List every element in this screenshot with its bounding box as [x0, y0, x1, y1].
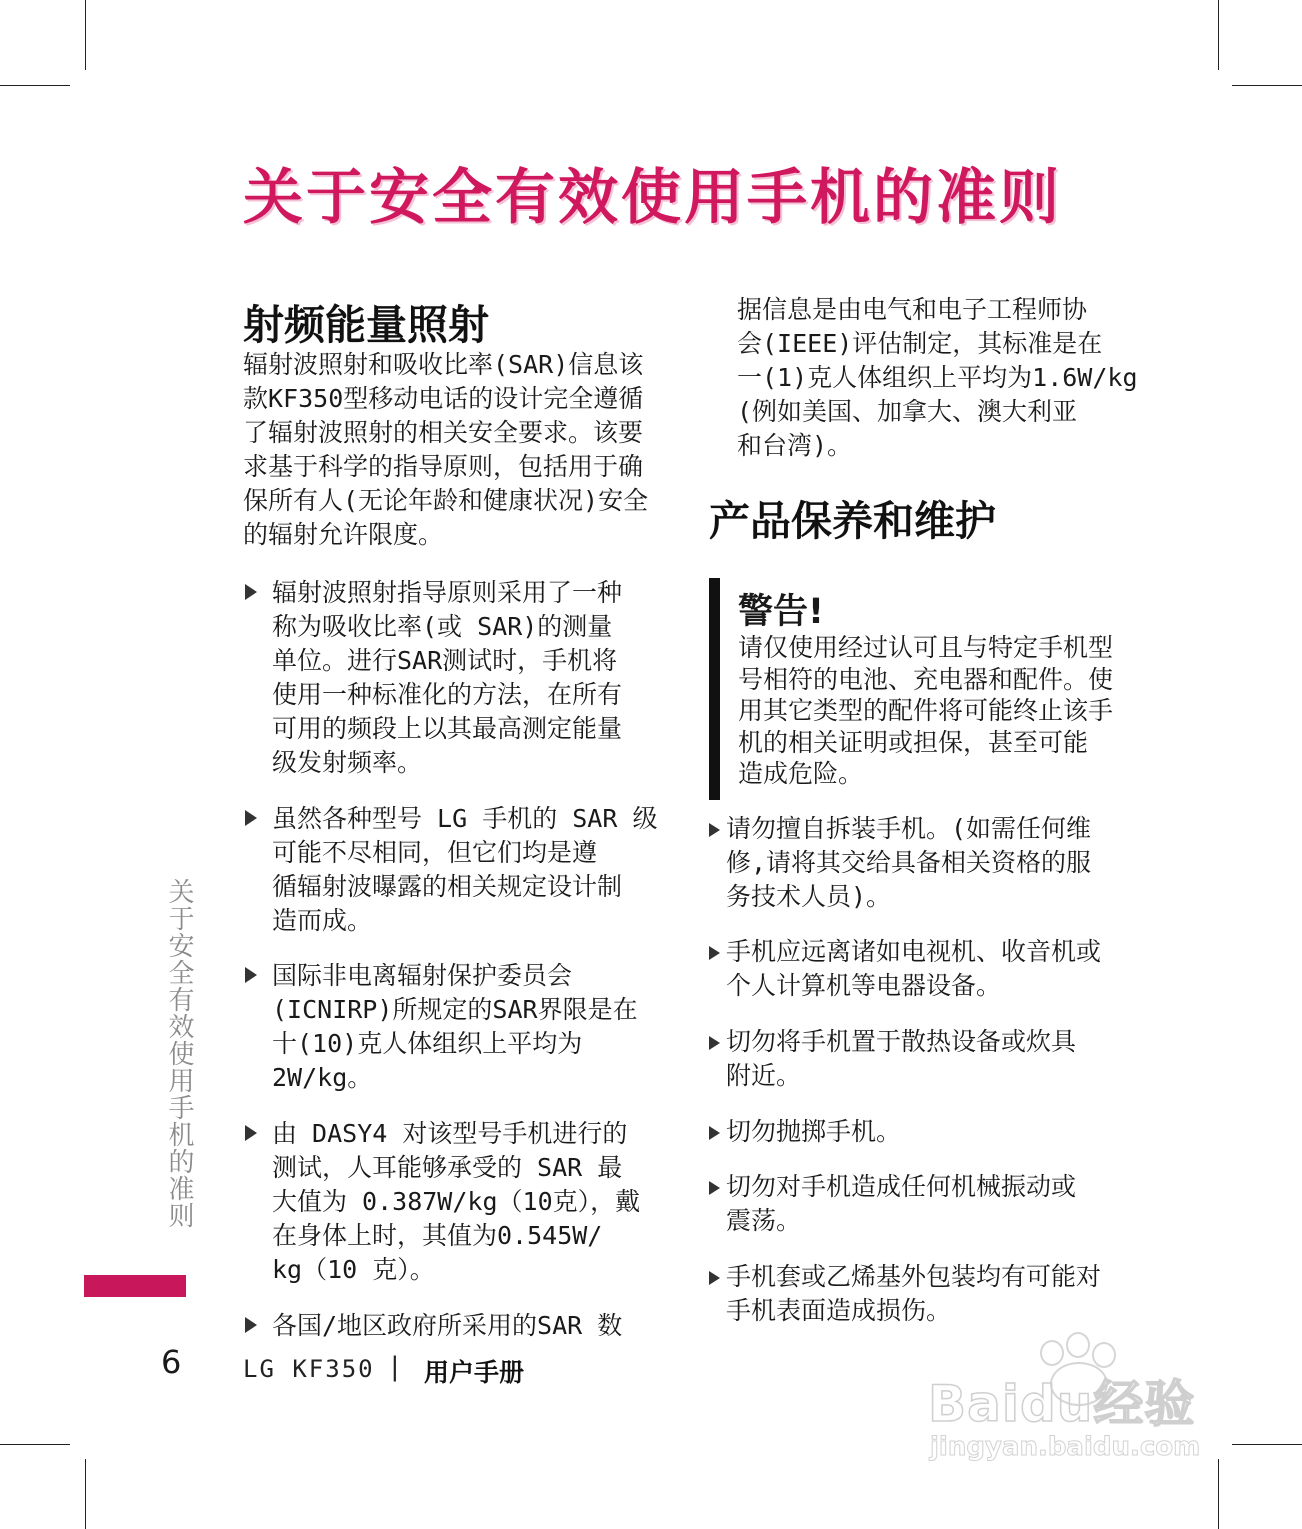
- crop-mark: [1218, 1459, 1219, 1529]
- crop-mark: [0, 85, 70, 86]
- crop-mark: [1232, 85, 1302, 86]
- rf-bullet-text: 各国/地区政府所采用的SAR 数: [272, 1311, 623, 1340]
- rf-bullet-text: 由 DASY4 对该型号手机进行的 测试，人耳能够承受的 SAR 最 大值为 0.387W/kg（10克），戴 在身体上时，其值为0.545W/ kg（10 克）。: [272, 1119, 641, 1284]
- crop-mark: [85, 0, 86, 70]
- warning-text: 请仅使用经过认可且与特定手机型 号相符的电池、充电器和配件。使 用其它类型的配件将可能终止该手 机的相关证明或担保，甚至可能 造成危险。: [738, 633, 1114, 788]
- warning-bar: [709, 578, 720, 800]
- crop-mark: [1218, 0, 1219, 70]
- page-number: 6: [161, 1343, 182, 1381]
- page-title: 关于安全有效使用手机的准则: [243, 163, 1062, 233]
- rf-bullet-text: 国际非电离辐射保护委员会 (ICNIRP)所规定的SAR界限是在 十(10)克人体组织上平均为 2W/kg。: [272, 961, 638, 1092]
- crop-mark: [85, 1459, 86, 1529]
- care-bullet-text: 请勿擅自拆装手机。(如需任何维 修,请将其交给具备相关资格的服 务技术人员)。: [726, 814, 1092, 911]
- triangle-bullet-icon: [709, 823, 720, 837]
- triangle-bullet-icon: [709, 1126, 720, 1140]
- triangle-bullet-icon: [709, 946, 720, 960]
- triangle-bullet-icon: [245, 1125, 257, 1141]
- paw-icon: [1040, 1340, 1064, 1366]
- footer-manual-label: 用户手册: [424, 1358, 525, 1387]
- footer-separator: |: [387, 1352, 403, 1382]
- warning-title: 警告!: [738, 592, 824, 632]
- triangle-bullet-icon: [245, 1317, 257, 1333]
- paw-icon: [1066, 1332, 1090, 1358]
- watermark-url: jingyan.baidu.com: [930, 1432, 1201, 1462]
- rf-bullet-text: 虽然各种型号 LG 手机的 SAR 级 可能不尽相同，但它们均是遵 循辐射波曝露的相关规定设计制 造而成。: [272, 804, 658, 935]
- care-section-heading: 产品保养和维护: [709, 497, 996, 545]
- footer-model: LG KF350: [243, 1355, 375, 1383]
- crop-mark: [0, 1444, 70, 1445]
- triangle-bullet-icon: [709, 1036, 720, 1050]
- care-bullet-text: 切勿抛掷手机。: [726, 1117, 902, 1146]
- triangle-bullet-icon: [709, 1271, 720, 1285]
- care-bullet-text: 手机套或乙烯基外包装均有可能对 手机表面造成损伤。: [726, 1262, 1102, 1325]
- side-tab-label: 关于安全有效使用手机的准则: [164, 878, 194, 1229]
- rf-intro-paragraph: 辐射波照射和吸收比率(SAR)信息该 款KF350型移动电话的设计完全遵循 了辐射波照射的相关安全要求。该要 求基于科学的指导原则，包括用于确 保所有人(无论年龄和健康状况)安全 的辐射允许限度。: [243, 350, 649, 549]
- triangle-bullet-icon: [245, 810, 257, 826]
- triangle-bullet-icon: [245, 967, 257, 983]
- care-bullet-text: 切勿对手机造成任何机械振动或 震荡。: [726, 1172, 1077, 1235]
- care-bullet-text: 手机应远离诸如电视机、收音机或 个人计算机等电器设备。: [726, 937, 1102, 1000]
- care-bullet-text: 切勿将手机置于散热设备或炊具 附近。: [726, 1027, 1077, 1090]
- watermark-brand: Baidu经验: [928, 1375, 1196, 1433]
- side-tab-bar: [84, 1275, 186, 1297]
- triangle-bullet-icon: [709, 1181, 720, 1195]
- rf-continuation-paragraph: 据信息是由电气和电子工程师协 会(IEEE)评估制定，其标准是在 一(1)克人体组织上平均为1.6W/kg (例如美国、加拿大、澳大利亚 和台湾)。: [737, 295, 1138, 460]
- rf-section-heading: 射频能量照射: [243, 301, 489, 349]
- crop-mark: [1232, 1444, 1302, 1445]
- rf-bullet-text: 辐射波照射指导原则采用了一种 称为吸收比率(或 SAR)的测量 单位。进行SAR测试时，手机将 使用一种标准化的方法，在所有 可用的频段上以其最高测定能量 级发射频率。: [272, 578, 623, 777]
- triangle-bullet-icon: [245, 584, 257, 600]
